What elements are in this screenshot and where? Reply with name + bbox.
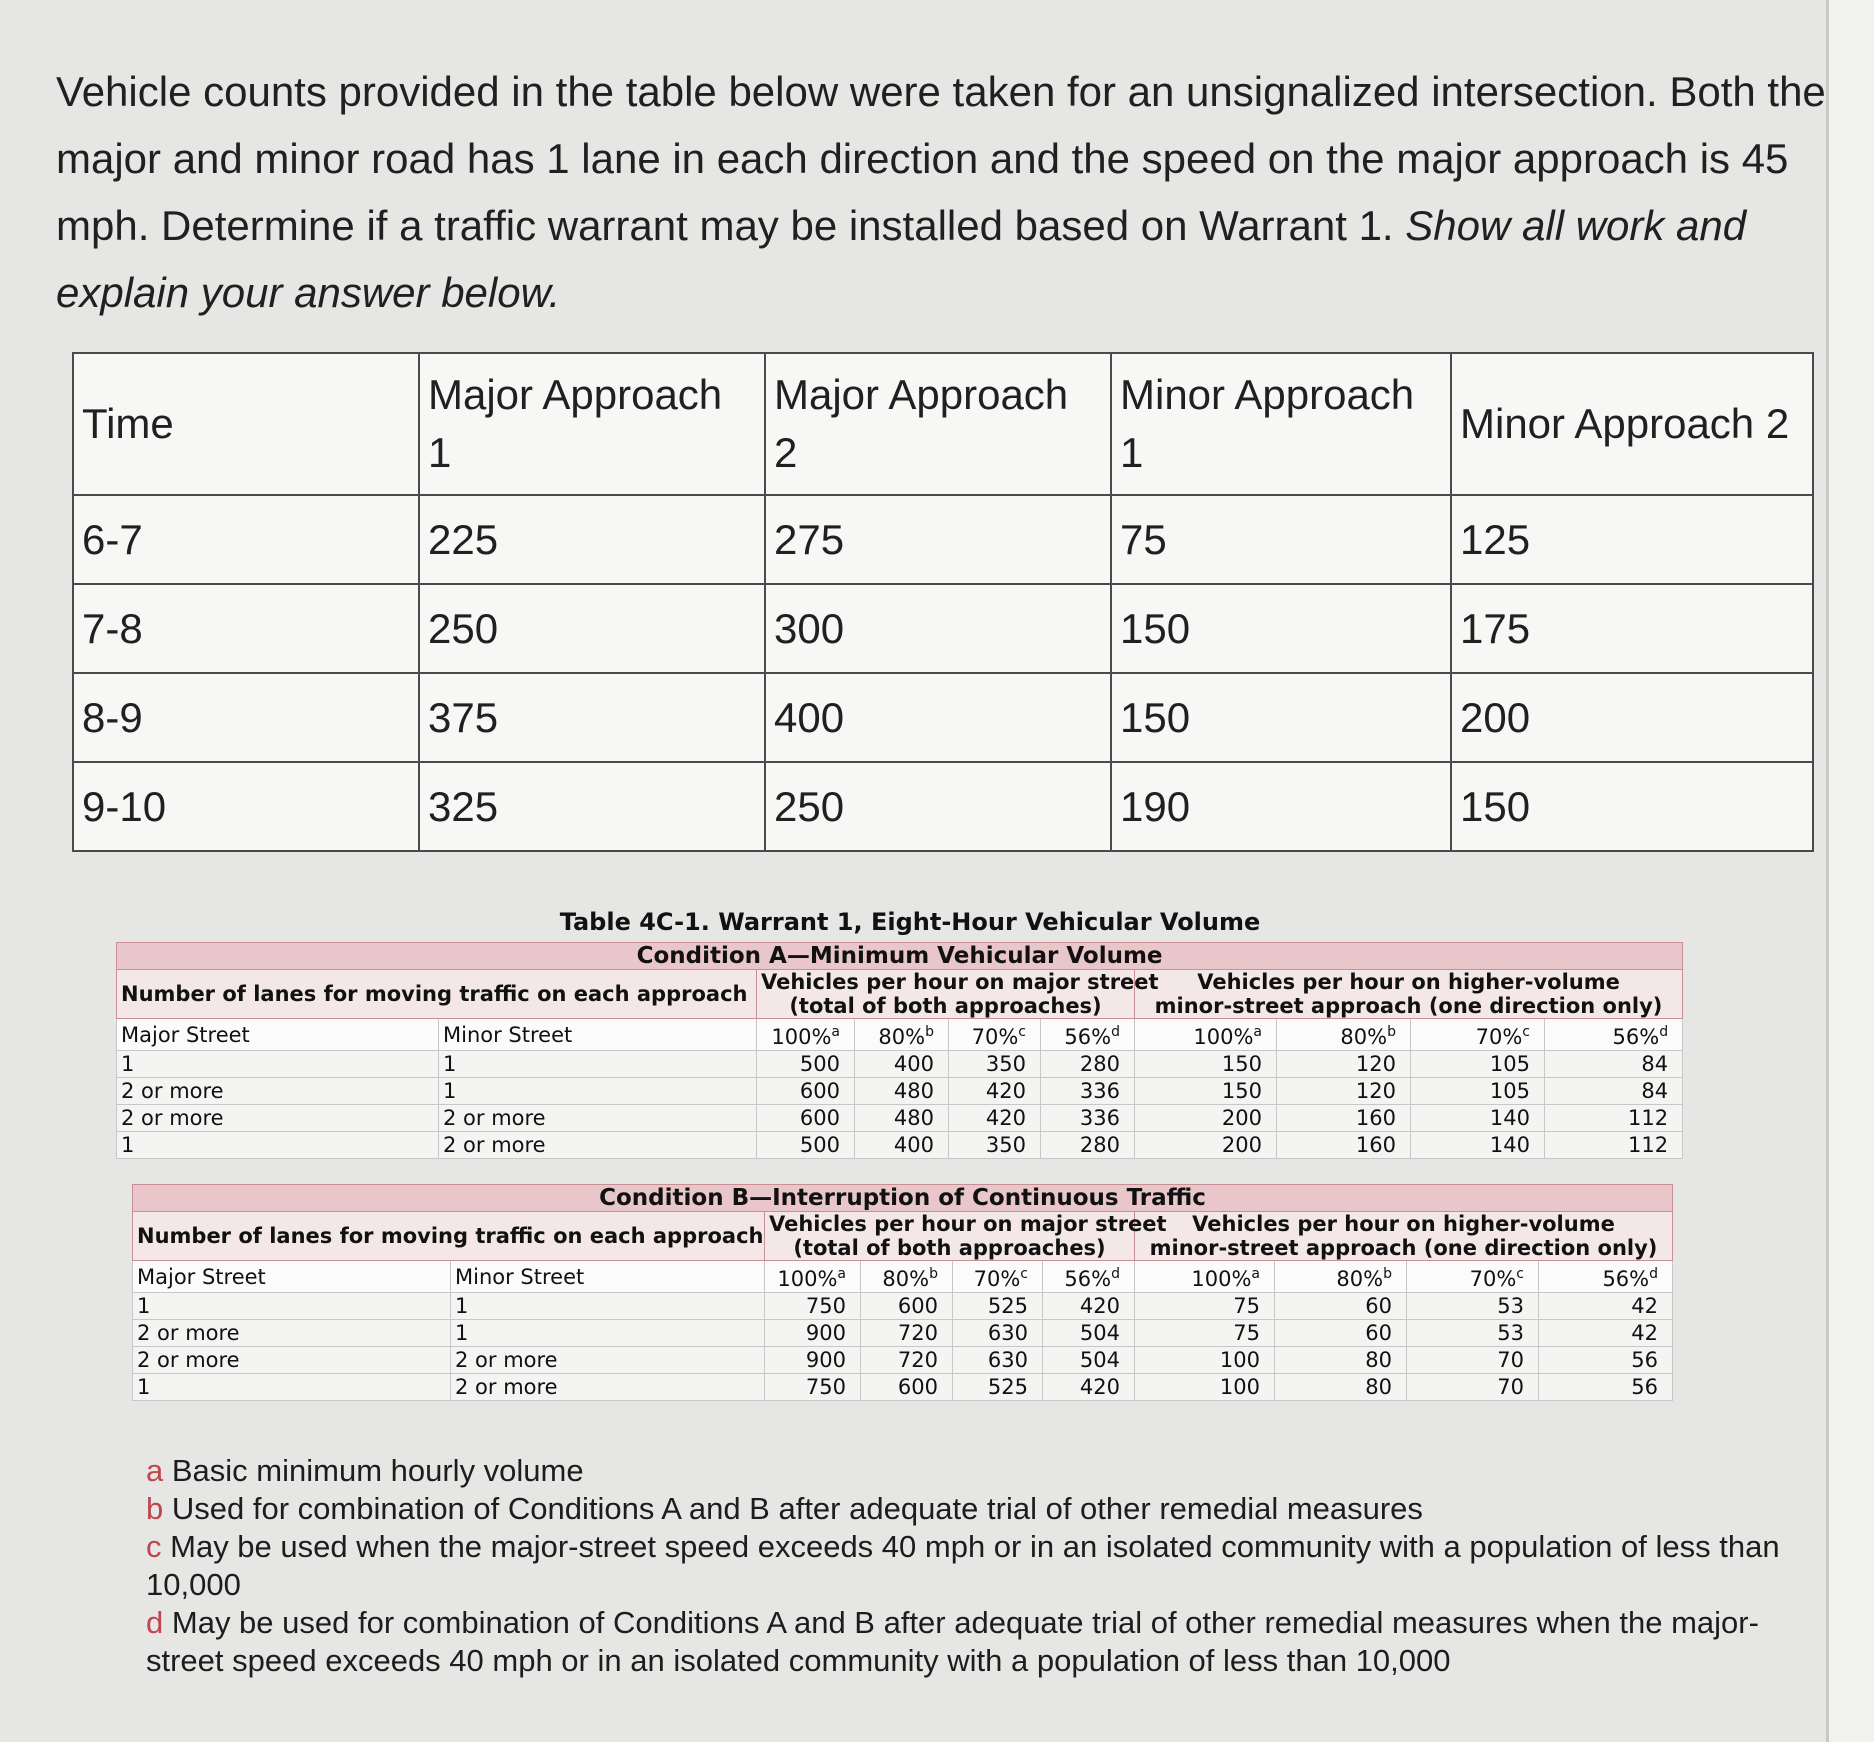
footnote-ref: d <box>1111 1024 1120 1040</box>
table-row <box>117 1078 1683 1105</box>
table-row <box>133 1293 1673 1320</box>
major-volume-cell: 420 <box>949 1105 1041 1132</box>
column-header-row <box>117 1019 1683 1051</box>
percent-value: 80% <box>878 1025 926 1049</box>
major-lanes-cell: 2 or more <box>117 1078 439 1105</box>
minor-volume-cell: 60 <box>1275 1320 1407 1347</box>
table-row <box>73 495 1813 584</box>
percent-value: 70% <box>1475 1025 1523 1049</box>
major-volume-cell: 280 <box>1041 1132 1135 1159</box>
count-cell: 275 <box>765 495 1111 584</box>
major-volume-cell: 336 <box>1041 1078 1135 1105</box>
major-volume-cell: 600 <box>757 1078 855 1105</box>
percent-value: 80% <box>1336 1267 1384 1291</box>
question-text <box>56 58 1846 326</box>
footnote-ref: c <box>1522 1024 1530 1040</box>
minor-lanes-cell: 1 <box>451 1320 765 1347</box>
lanes-header: Number of lanes for moving traffic on each approach <box>133 1212 765 1261</box>
percent-value: 70% <box>971 1025 1019 1049</box>
column-header-row <box>133 1261 1673 1293</box>
footnote-letter: b <box>146 1491 164 1526</box>
minor-volume-cell: 80 <box>1275 1347 1407 1374</box>
percent-header <box>757 1019 855 1051</box>
count-cell: 225 <box>419 495 765 584</box>
major-volume-cell: 420 <box>949 1078 1041 1105</box>
major-volume-header-line1: Vehicles per hour on major street <box>769 1212 1167 1236</box>
table-row <box>133 1320 1673 1347</box>
major-volume-cell: 525 <box>953 1293 1043 1320</box>
major-volume-header-line1: Vehicles per hour on major street <box>761 970 1159 994</box>
minor-volume-cell: 200 <box>1135 1105 1277 1132</box>
minor-volume-cell: 140 <box>1411 1132 1545 1159</box>
major-volume-cell: 350 <box>949 1132 1041 1159</box>
minor-volume-header-line1: Vehicles per hour on higher-volume <box>1197 970 1620 994</box>
major-street-col-header: Major Street <box>133 1261 451 1293</box>
footnote-letter: d <box>146 1605 164 1640</box>
minor-volume-cell: 105 <box>1411 1051 1545 1078</box>
major-volume-cell: 504 <box>1043 1347 1135 1374</box>
minor-lanes-cell: 2 or more <box>439 1132 757 1159</box>
major-lanes-cell: 1 <box>133 1374 451 1401</box>
footnote-ref: d <box>1659 1024 1669 1040</box>
count-cell: 150 <box>1111 673 1451 762</box>
minor-volume-cell: 80 <box>1275 1374 1407 1401</box>
percent-header <box>1545 1019 1683 1051</box>
minor-volume-cell: 75 <box>1135 1293 1275 1320</box>
minor-volume-cell: 150 <box>1135 1078 1277 1105</box>
major-volume-cell: 720 <box>861 1347 953 1374</box>
time-cell: 9-10 <box>73 762 419 851</box>
minor-volume-cell: 56 <box>1539 1374 1673 1401</box>
major-volume-cell: 900 <box>765 1320 861 1347</box>
count-cell: 150 <box>1451 762 1813 851</box>
counts-header-cell: Major Approach 1 <box>419 353 765 495</box>
major-lanes-cell: 2 or more <box>133 1347 451 1374</box>
condition-b-title: Condition B—Interruption of Continuous Traffic <box>133 1185 1673 1212</box>
major-volume-header <box>757 970 1159 1019</box>
footnote-ref: a <box>1253 1024 1262 1040</box>
percent-value: 56% <box>1064 1025 1112 1049</box>
percent-value: 100% <box>771 1025 832 1049</box>
percent-header <box>855 1019 949 1051</box>
footnote <box>146 1490 1806 1528</box>
minor-volume-cell: 70 <box>1407 1347 1539 1374</box>
footnotes <box>146 1452 1806 1680</box>
major-volume-cell: 504 <box>1043 1320 1135 1347</box>
minor-volume-cell: 140 <box>1411 1105 1545 1132</box>
count-cell: 190 <box>1111 762 1451 851</box>
footnote-text: Used for combination of Conditions A and B after adequate trial of other remedial measures <box>171 1491 1423 1526</box>
footnote-ref: b <box>925 1024 934 1040</box>
major-volume-cell: 600 <box>861 1374 953 1401</box>
percent-value: 56% <box>1602 1267 1650 1291</box>
percent-value: 56% <box>1064 1267 1112 1291</box>
footnote-ref: c <box>1516 1266 1524 1282</box>
footnote-ref: d <box>1649 1266 1659 1282</box>
percent-header <box>1411 1019 1545 1051</box>
footnote-ref: c <box>1018 1024 1026 1040</box>
minor-volume-cell: 160 <box>1277 1132 1411 1159</box>
minor-volume-cell: 105 <box>1411 1078 1545 1105</box>
minor-volume-cell: 70 <box>1407 1374 1539 1401</box>
counts-header-cell: Time <box>73 353 419 495</box>
minor-volume-cell: 120 <box>1277 1051 1411 1078</box>
minor-volume-cell: 60 <box>1275 1293 1407 1320</box>
major-volume-cell: 400 <box>855 1051 949 1078</box>
footnote-ref: b <box>1387 1024 1396 1040</box>
question-emphasis: Show all work and explain your answer below. <box>56 202 1747 316</box>
major-volume-cell: 525 <box>953 1374 1043 1401</box>
major-volume-cell: 500 <box>757 1051 855 1078</box>
minor-volume-cell: 42 <box>1539 1293 1673 1320</box>
major-volume-cell: 630 <box>953 1320 1043 1347</box>
major-volume-cell: 480 <box>855 1105 949 1132</box>
minor-volume-cell: 160 <box>1277 1105 1411 1132</box>
major-volume-cell: 600 <box>757 1105 855 1132</box>
footnote-text: May be used for combination of Conditions A and B after adequate trial of other remedial measures when the major-street speed exceeds 40 mph or in an isolated community with a population of less than 10,000 <box>146 1605 1759 1678</box>
counts-header-cell: Major Approach 2 <box>765 353 1111 495</box>
minor-volume-cell: 42 <box>1539 1320 1673 1347</box>
count-cell: 325 <box>419 762 765 851</box>
table-row <box>73 673 1813 762</box>
percent-value: 70% <box>1469 1267 1517 1291</box>
count-cell: 300 <box>765 584 1111 673</box>
count-cell: 125 <box>1451 495 1813 584</box>
count-cell: 400 <box>765 673 1111 762</box>
condition-a-table <box>116 942 1683 1159</box>
major-volume-cell: 420 <box>1043 1374 1135 1401</box>
minor-volume-cell: 56 <box>1539 1347 1673 1374</box>
percent-header <box>1135 1261 1275 1293</box>
minor-lanes-cell: 2 or more <box>451 1374 765 1401</box>
major-volume-cell: 420 <box>1043 1293 1135 1320</box>
major-volume-cell: 280 <box>1041 1051 1135 1078</box>
minor-volume-cell: 75 <box>1135 1320 1275 1347</box>
percent-header <box>1275 1261 1407 1293</box>
footnote <box>146 1452 1806 1490</box>
major-volume-header-line2: (total of both approaches) <box>793 1236 1106 1260</box>
table-row <box>73 762 1813 851</box>
minor-street-col-header: Minor Street <box>451 1261 765 1293</box>
count-cell: 150 <box>1111 584 1451 673</box>
table-row <box>117 1051 1683 1078</box>
count-cell: 175 <box>1451 584 1813 673</box>
major-volume-cell: 600 <box>861 1293 953 1320</box>
minor-volume-header-line1: Vehicles per hour on higher-volume <box>1192 1212 1615 1236</box>
percent-header <box>1539 1261 1673 1293</box>
major-street-col-header: Major Street <box>117 1019 439 1051</box>
count-cell: 375 <box>419 673 765 762</box>
counts-header-row <box>73 353 1813 495</box>
condition-b-table <box>132 1184 1673 1401</box>
vehicle-counts-table <box>72 352 1814 852</box>
minor-volume-header-line2: minor-street approach (one direction only) <box>1154 994 1663 1018</box>
table-row <box>133 1374 1673 1401</box>
counts-header-cell: Minor Approach 1 <box>1111 353 1451 495</box>
footnote-ref: d <box>1111 1266 1120 1282</box>
minor-volume-cell: 200 <box>1135 1132 1277 1159</box>
count-cell: 250 <box>419 584 765 673</box>
percent-header <box>949 1019 1041 1051</box>
count-cell: 200 <box>1451 673 1813 762</box>
percent-value: 100% <box>777 1267 838 1291</box>
footnote-text: Basic minimum hourly volume <box>171 1453 584 1488</box>
minor-volume-cell: 53 <box>1407 1293 1539 1320</box>
major-lanes-cell: 2 or more <box>117 1105 439 1132</box>
major-volume-cell: 900 <box>765 1347 861 1374</box>
percent-header <box>861 1261 953 1293</box>
minor-volume-cell: 84 <box>1545 1051 1683 1078</box>
footnote-ref: a <box>831 1024 840 1040</box>
percent-value: 70% <box>973 1267 1021 1291</box>
minor-volume-header <box>1135 1212 1673 1261</box>
lanes-header: Number of lanes for moving traffic on each approach <box>117 970 757 1019</box>
minor-lanes-cell: 1 <box>451 1293 765 1320</box>
percent-header <box>1407 1261 1539 1293</box>
time-cell: 7-8 <box>73 584 419 673</box>
table-row <box>117 1132 1683 1159</box>
minor-volume-cell: 100 <box>1135 1374 1275 1401</box>
percent-header <box>1277 1019 1411 1051</box>
minor-lanes-cell: 2 or more <box>439 1105 757 1132</box>
major-volume-header-line2: (total of both approaches) <box>789 994 1102 1018</box>
major-volume-cell: 720 <box>861 1320 953 1347</box>
warrant-table-caption: Table 4C-1. Warrant 1, Eight-Hour Vehicular Volume <box>559 908 1261 936</box>
major-volume-cell: 750 <box>765 1293 861 1320</box>
major-volume-cell: 480 <box>855 1078 949 1105</box>
footnote-ref: c <box>1020 1266 1028 1282</box>
count-cell: 250 <box>765 762 1111 851</box>
minor-lanes-cell: 2 or more <box>451 1347 765 1374</box>
footnote <box>146 1604 1806 1680</box>
footnote-letter: a <box>146 1453 164 1488</box>
footnote <box>146 1528 1806 1604</box>
minor-street-col-header: Minor Street <box>439 1019 757 1051</box>
major-volume-cell: 350 <box>949 1051 1041 1078</box>
major-volume-cell: 750 <box>765 1374 861 1401</box>
minor-volume-cell: 112 <box>1545 1132 1683 1159</box>
minor-lanes-cell: 1 <box>439 1078 757 1105</box>
counts-header-cell: Minor Approach 2 <box>1451 353 1813 495</box>
time-cell: 6-7 <box>73 495 419 584</box>
question-body: Vehicle counts provided in the table below were taken for an unsignalized intersection. Both the major and minor road has 1 lane in each direction and the speed on the major approach is 45 mph. Determine if a traffic warrant may be installed based on Warrant 1. <box>56 68 1826 249</box>
minor-volume-cell: 112 <box>1545 1105 1683 1132</box>
percent-header <box>1135 1019 1277 1051</box>
footnote-ref: b <box>929 1266 938 1282</box>
major-volume-header <box>765 1212 1167 1261</box>
minor-volume-cell: 53 <box>1407 1320 1539 1347</box>
time-cell: 8-9 <box>73 673 419 762</box>
table-row <box>117 1105 1683 1132</box>
major-volume-cell: 400 <box>855 1132 949 1159</box>
condition-a-title: Condition A—Minimum Vehicular Volume <box>117 943 1683 970</box>
percent-value: 56% <box>1612 1025 1660 1049</box>
minor-volume-cell: 150 <box>1135 1051 1277 1078</box>
minor-volume-cell: 100 <box>1135 1347 1275 1374</box>
minor-lanes-cell: 1 <box>439 1051 757 1078</box>
major-volume-cell: 500 <box>757 1132 855 1159</box>
table-row <box>73 584 1813 673</box>
minor-volume-header-line2: minor-street approach (one direction only) <box>1149 1236 1658 1260</box>
footnote-ref: a <box>1251 1266 1260 1282</box>
percent-value: 80% <box>1340 1025 1388 1049</box>
footnote-ref: b <box>1383 1266 1392 1282</box>
minor-volume-cell: 84 <box>1545 1078 1683 1105</box>
percent-value: 80% <box>882 1267 930 1291</box>
percent-header <box>765 1261 861 1293</box>
footnote-letter: c <box>146 1529 162 1564</box>
major-lanes-cell: 1 <box>133 1293 451 1320</box>
major-volume-cell: 336 <box>1041 1105 1135 1132</box>
table-row <box>133 1347 1673 1374</box>
percent-value: 100% <box>1191 1267 1252 1291</box>
count-cell: 75 <box>1111 495 1451 584</box>
major-lanes-cell: 1 <box>117 1132 439 1159</box>
percent-header <box>1043 1261 1135 1293</box>
footnote-text: May be used when the major-street speed exceeds 40 mph or in an isolated community with a population of less than 10,000 <box>146 1529 1780 1602</box>
major-lanes-cell: 2 or more <box>133 1320 451 1347</box>
footnote-ref: a <box>837 1266 846 1282</box>
percent-header <box>953 1261 1043 1293</box>
minor-volume-header <box>1135 970 1683 1019</box>
percent-value: 100% <box>1193 1025 1254 1049</box>
major-lanes-cell: 1 <box>117 1051 439 1078</box>
minor-volume-cell: 120 <box>1277 1078 1411 1105</box>
major-volume-cell: 630 <box>953 1347 1043 1374</box>
percent-header <box>1041 1019 1135 1051</box>
